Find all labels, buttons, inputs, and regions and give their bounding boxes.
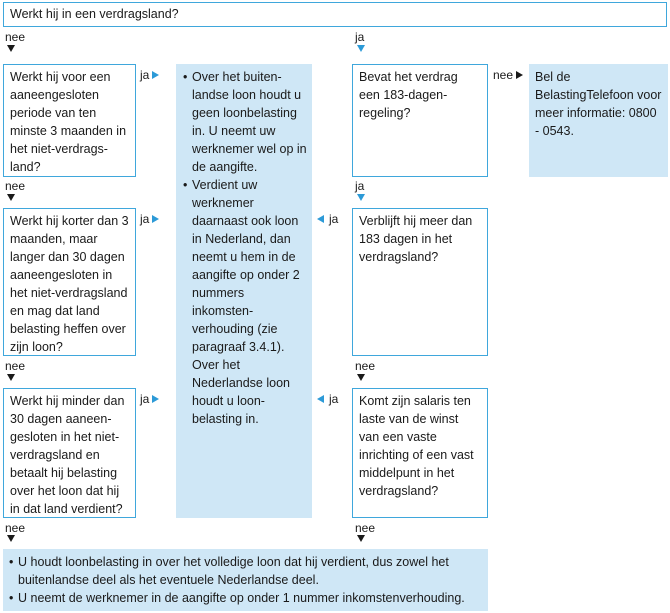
outcome-bullet: • U houdt loonbelasting in over het volledige loon dat hij verdient, dus zowel het buitenlandse deel als het eventuele Nederlandse deel. <box>9 553 482 589</box>
label-ja: ja <box>140 212 150 226</box>
label-ja: ja <box>140 68 150 82</box>
label-ja: ja <box>355 30 365 44</box>
info-text: Bel de BelastingTelefoon voor meer informatie: 0800 - 0543. <box>535 70 662 138</box>
label-ja: ja <box>355 179 365 193</box>
arrow-right-icon <box>152 71 159 79</box>
arrow-down-icon <box>7 45 15 52</box>
question-verdragsland <box>3 2 667 27</box>
question-text: Komt zijn salaris ten laste van de winst van een vaste inrichting of een vast middelpunt in het verdragsland? <box>359 394 474 498</box>
arrow-right-icon <box>516 71 523 79</box>
label-nee: nee <box>5 30 26 44</box>
question-text: Werkt hij korter dan 3 maanden, maar langer dan 30 dagen aaneengesloten in het niet-verdragsland en mag dat land belasting heffen over zijn loon? <box>10 214 129 354</box>
question-text: Werkt hij voor een aaneengesloten periode van ten minste 3 maanden in het niet-verdrags-land? <box>10 70 127 174</box>
outcome-geen-loonbelasting <box>176 64 312 518</box>
arrow-down-icon <box>7 194 15 201</box>
arrow-down-icon <box>7 374 15 381</box>
question-text: Werkt hij in een verdragsland? <box>10 7 179 21</box>
question-vaste-inrichting <box>352 388 488 518</box>
outcome-bullet: • Over het buiten-landse loon houdt u geen loonbelasting in. U neemt uw werknemer wel op in de aangifte. <box>183 68 307 176</box>
outcome-loonbelasting-volledig <box>3 549 488 611</box>
label-nee: nee <box>355 521 376 535</box>
question-text: Werkt hij minder dan 30 dagen aaneen-gesloten in het niet-verdragsland en betaalt hij belasting over het loon dat hij in dat land verdient? <box>10 394 125 516</box>
arrow-down-icon <box>357 374 365 381</box>
arrow-down-icon <box>357 194 365 201</box>
question-30-dagen-tot-3-maanden <box>3 208 136 356</box>
arrow-right-icon <box>152 395 159 403</box>
arrow-down-icon <box>357 535 365 542</box>
label-ja: ja <box>329 392 339 406</box>
arrow-down-icon <box>7 535 15 542</box>
label-nee: nee <box>5 179 26 193</box>
outcome-bullet: • Verdient uw werknemer daarnaast ook loon in Nederland, dan neemt u hem in de aangifte op onder 2 nummers inkomsten-verhouding (zie paragraaf 3.4.1). Over het Nederlandse loon houdt u loon-belasting in. <box>183 176 307 428</box>
label-nee: nee <box>493 68 514 82</box>
arrow-right-icon <box>152 215 159 223</box>
question-183-dagen-regeling <box>352 64 488 177</box>
question-text: Verblijft hij meer dan 183 dagen in het verdragsland? <box>359 214 473 264</box>
label-nee: nee <box>355 359 376 373</box>
label-ja: ja <box>140 392 150 406</box>
label-ja: ja <box>329 212 339 226</box>
arrow-down-icon <box>357 45 365 52</box>
info-belastingtelefoon <box>529 64 668 177</box>
arrow-left-icon <box>317 395 324 403</box>
question-meer-dan-183-dagen <box>352 208 488 356</box>
question-text: Bevat het verdrag een 183-dagen-regeling? <box>359 70 458 120</box>
label-nee: nee <box>5 521 26 535</box>
label-nee: nee <box>5 359 26 373</box>
question-3-maanden <box>3 64 136 177</box>
arrow-left-icon <box>317 215 324 223</box>
question-minder-dan-30-dagen <box>3 388 136 518</box>
outcome-bullet: • U neemt de werknemer in de aangifte op onder 1 nummer inkomstenverhouding. <box>9 589 482 607</box>
